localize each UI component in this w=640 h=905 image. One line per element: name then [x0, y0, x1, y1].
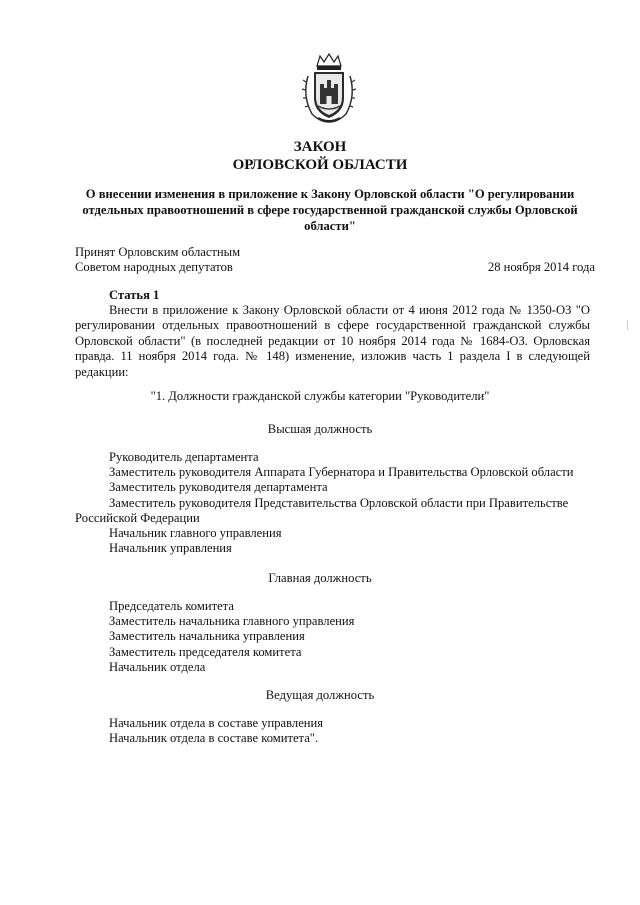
article-heading: Статья 1: [109, 288, 160, 302]
list-item: Начальник управления: [109, 541, 232, 556]
list-item: Начальник главного управления: [109, 526, 282, 541]
law-subject: О внесении изменения в приложение к Закону Орловской области "О регулировании отдельных правоотношений в сфере государственной гражданской службы Орловской области": [82, 187, 578, 233]
section-title: "1. Должности гражданской службы категории "Руководители": [150, 389, 490, 403]
list-item: Заместитель начальника управления: [109, 629, 305, 644]
list-item: Начальник отдела в составе комитета".: [109, 731, 319, 746]
list-item: Заместитель руководителя Представительства Орловской области при Правительстве Российской Федерации: [75, 495, 569, 525]
law-region-title: ОРЛОВСКОЙ ОБЛАСТИ: [232, 157, 408, 173]
adopted-by-line1: Принят Орловским областным: [75, 245, 241, 259]
list-item: Председатель комитета: [109, 599, 234, 613]
law-title: ЗАКОН: [293, 139, 347, 155]
adoption-block: [75, 245, 595, 275]
category-title-leading: Ведущая должность: [265, 688, 375, 702]
position-list-highest: [75, 450, 595, 556]
position-list-leading: [75, 716, 595, 746]
list-item: Заместитель руководителя Аппарата Губернатора и Правительства Орловской области: [109, 465, 574, 480]
list-item: Заместитель руководителя департамента: [109, 480, 328, 495]
list-item: Заместитель начальника главного управления: [109, 614, 355, 629]
adoption-date: 28 ноября 2014 года: [487, 260, 595, 274]
list-item: Руководитель департамента: [109, 450, 259, 464]
position-list-main: [75, 599, 595, 675]
list-item: Заместитель председателя комитета: [109, 644, 302, 659]
list-item: Начальник отдела в составе управления: [109, 716, 324, 730]
list-item: Начальник отдела: [109, 659, 206, 674]
adopted-by-line2: Советом народных депутатов: [75, 260, 233, 274]
coat-of-arms-icon: [300, 52, 358, 124]
category-title-main: Главная должность: [268, 571, 372, 585]
scan-margin-mark: [627, 320, 628, 330]
article-text: Внести в приложение к Закону Орловской области от 4 июня 2012 года № 1350-ОЗ "О регулировании отдельных правоотношений в сфере государственной гражданской службы Орловской области" (в последней редакции от 10 ноября 2014 года № 1684-ОЗ. Орловская правда. 11 ноября 2014 года. № 148) изменение, изложив часть 1 раздела I в следующей редакции:: [75, 303, 590, 379]
category-title-highest: Высшая должность: [267, 422, 373, 436]
